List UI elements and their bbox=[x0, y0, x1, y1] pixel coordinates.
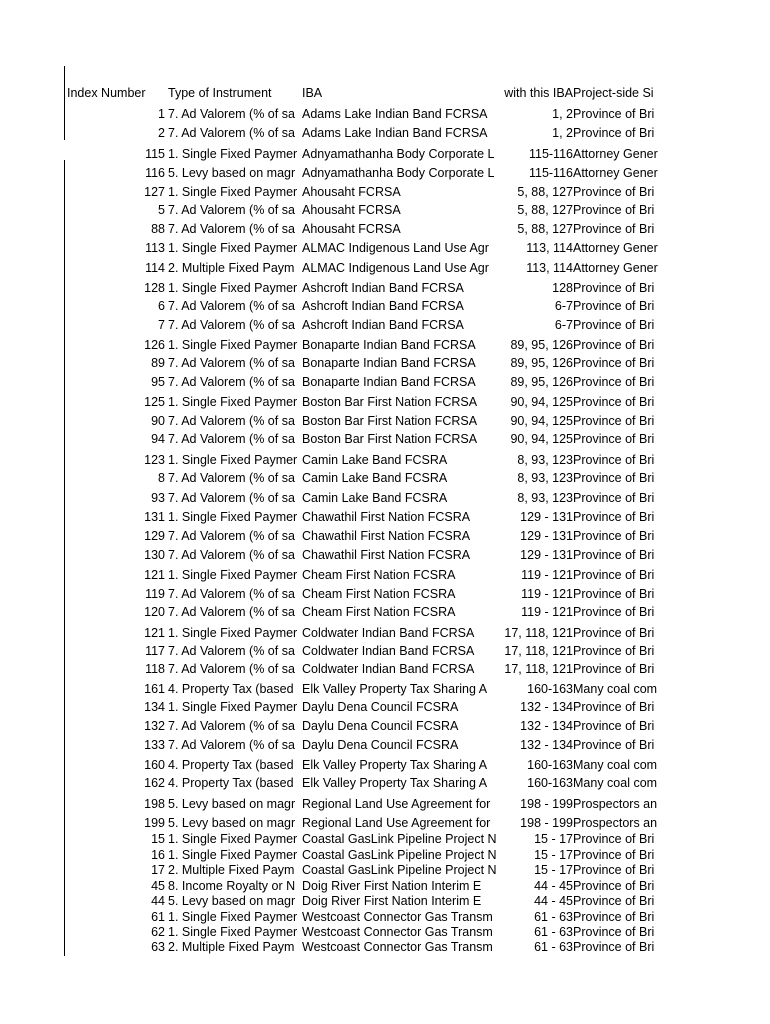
table-row bbox=[0, 910, 770, 924]
row-instrument-type: 7. Ad Valorem (% of sa bbox=[168, 644, 295, 658]
table-row bbox=[0, 863, 770, 877]
row-index: 94 bbox=[151, 432, 165, 446]
table-row bbox=[0, 261, 770, 275]
row-with-this-iba: 15 - 17 bbox=[534, 832, 573, 846]
row-iba-name: Westcoast Connector Gas Transm bbox=[302, 910, 493, 924]
table-row bbox=[0, 738, 770, 752]
row-instrument-type: 7. Ad Valorem (% of sa bbox=[168, 491, 295, 505]
row-project-side: Province of Bri bbox=[573, 848, 655, 862]
row-project-side: Province of Bri bbox=[573, 126, 655, 140]
row-index: 130 bbox=[144, 548, 165, 562]
row-iba-name: Boston Bar First Nation FCRSA bbox=[302, 414, 478, 428]
table-row bbox=[0, 940, 770, 954]
row-iba-name: Ahousaht FCRSA bbox=[302, 222, 401, 236]
row-instrument-type: 7. Ad Valorem (% of sa bbox=[168, 432, 295, 446]
row-index: 134 bbox=[144, 700, 165, 714]
row-instrument-type: 7. Ad Valorem (% of sa bbox=[168, 529, 295, 543]
row-iba-name: Chawathil First Nation FCSRA bbox=[302, 510, 471, 524]
row-instrument-type: 7. Ad Valorem (% of sa bbox=[168, 356, 295, 370]
row-project-side: Province of Bri bbox=[573, 587, 655, 601]
row-instrument-type: 7. Ad Valorem (% of sa bbox=[168, 587, 295, 601]
table-row bbox=[0, 356, 770, 370]
row-with-this-iba: 115-116 bbox=[528, 166, 573, 180]
row-project-side: Prospectors an bbox=[573, 797, 658, 811]
row-with-this-iba: 61 - 63 bbox=[534, 940, 573, 954]
row-instrument-type: 1. Single Fixed Paymer bbox=[168, 395, 298, 409]
row-project-side: Province of Bri bbox=[573, 395, 655, 409]
row-index: 128 bbox=[144, 281, 165, 295]
row-index: 119 bbox=[145, 587, 165, 601]
table-row bbox=[0, 453, 770, 467]
row-instrument-type: 1. Single Fixed Paymer bbox=[168, 241, 298, 255]
row-project-side: Many coal com bbox=[573, 682, 658, 696]
row-index: 8 bbox=[158, 471, 165, 485]
table-row bbox=[0, 299, 770, 313]
row-iba-name: Camin Lake Band FCSRA bbox=[302, 453, 448, 467]
row-with-this-iba: 17, 118, 121 bbox=[504, 626, 573, 640]
row-with-this-iba: 8, 93, 123 bbox=[517, 471, 573, 485]
row-project-side: Province of Bri bbox=[573, 548, 655, 562]
row-iba-name: Bonaparte Indian Band FCRSA bbox=[302, 375, 476, 389]
row-index: 129 bbox=[144, 529, 165, 543]
row-with-this-iba: 5, 88, 127 bbox=[517, 185, 573, 199]
row-with-this-iba: 17, 118, 121 bbox=[504, 662, 573, 676]
row-iba-name: Ahousaht FCRSA bbox=[302, 185, 401, 199]
row-instrument-type: 1. Single Fixed Paymer bbox=[168, 925, 298, 939]
table-row bbox=[0, 491, 770, 505]
row-with-this-iba: 61 - 63 bbox=[534, 910, 573, 924]
row-index: 114 bbox=[145, 261, 165, 275]
row-iba-name: Camin Lake Band FCSRA bbox=[302, 471, 448, 485]
table-row bbox=[0, 166, 770, 180]
row-project-side: Province of Bri bbox=[573, 644, 655, 658]
row-with-this-iba: 160-163 bbox=[527, 758, 573, 772]
row-index: 2 bbox=[158, 126, 165, 140]
table-row bbox=[0, 281, 770, 295]
table-row bbox=[0, 548, 770, 562]
row-instrument-type: 8. Income Royalty or N bbox=[168, 879, 296, 893]
row-with-this-iba: 5, 88, 127 bbox=[517, 222, 573, 236]
table-row bbox=[0, 126, 770, 140]
row-project-side: Province of Bri bbox=[573, 338, 655, 352]
row-with-this-iba: 89, 95, 126 bbox=[510, 338, 573, 352]
table-row bbox=[0, 626, 770, 640]
row-project-side: Province of Bri bbox=[573, 222, 655, 236]
row-iba-name: Coastal GasLink Pipeline Project N bbox=[302, 832, 497, 846]
row-project-side: Province of Bri bbox=[573, 375, 655, 389]
row-iba-name: Daylu Dena Council FCSRA bbox=[302, 700, 459, 714]
row-iba-name: Doig River First Nation Interim E bbox=[302, 894, 482, 908]
row-iba-name: Coldwater Indian Band FCRSA bbox=[302, 644, 475, 658]
row-instrument-type: 1. Single Fixed Paymer bbox=[168, 568, 298, 582]
row-instrument-type: 7. Ad Valorem (% of sa bbox=[168, 719, 295, 733]
row-index: 6 bbox=[158, 299, 165, 313]
row-iba-name: Coastal GasLink Pipeline Project N bbox=[302, 863, 497, 877]
row-with-this-iba: 90, 94, 125 bbox=[510, 414, 573, 428]
row-with-this-iba: 17, 118, 121 bbox=[504, 644, 573, 658]
row-iba-name: Ashcroft Indian Band FCRSA bbox=[302, 281, 464, 295]
row-index: 117 bbox=[145, 644, 165, 658]
row-iba-name: Adams Lake Indian Band FCRSA bbox=[302, 126, 488, 140]
table-row bbox=[0, 848, 770, 862]
row-iba-name: Boston Bar First Nation FCRSA bbox=[302, 395, 478, 409]
table-row bbox=[0, 816, 770, 830]
row-project-side: Province of Bri bbox=[573, 568, 655, 582]
row-with-this-iba: 129 - 131 bbox=[520, 548, 573, 562]
row-with-this-iba: 113, 114 bbox=[526, 261, 573, 275]
row-project-side: Province of Bri bbox=[573, 700, 655, 714]
row-project-side: Province of Bri bbox=[573, 471, 655, 485]
row-instrument-type: 7. Ad Valorem (% of sa bbox=[168, 222, 295, 236]
row-with-this-iba: 8, 93, 123 bbox=[517, 453, 573, 467]
row-index: 121 bbox=[144, 626, 165, 640]
row-with-this-iba: 1, 2 bbox=[552, 126, 573, 140]
row-iba-name: Coldwater Indian Band FCRSA bbox=[302, 626, 475, 640]
row-project-side: Province of Bri bbox=[573, 414, 655, 428]
row-with-this-iba: 113, 114 bbox=[526, 241, 573, 255]
row-project-side: Province of Bri bbox=[573, 626, 655, 640]
row-with-this-iba: 132 - 134 bbox=[520, 700, 573, 714]
row-index: 44 bbox=[151, 894, 165, 908]
table-row bbox=[0, 925, 770, 939]
row-instrument-type: 7. Ad Valorem (% of sa bbox=[168, 107, 295, 121]
row-iba-name: Ashcroft Indian Band FCRSA bbox=[302, 299, 464, 313]
row-index: 17 bbox=[151, 863, 165, 877]
row-with-this-iba: 115-116 bbox=[528, 147, 573, 161]
row-with-this-iba: 129 - 131 bbox=[520, 529, 573, 543]
row-project-side: Attorney Gener bbox=[573, 241, 658, 255]
row-instrument-type: 4. Property Tax (based bbox=[168, 682, 294, 696]
row-instrument-type: 1. Single Fixed Paymer bbox=[168, 626, 298, 640]
row-instrument-type: 7. Ad Valorem (% of sa bbox=[168, 662, 295, 676]
row-project-side: Province of Bri bbox=[573, 738, 655, 752]
row-iba-name: Coastal GasLink Pipeline Project N bbox=[302, 848, 497, 862]
row-iba-name: Chawathil First Nation FCSRA bbox=[302, 548, 471, 562]
row-iba-name: Chawathil First Nation FCSRA bbox=[302, 529, 471, 543]
table-row bbox=[0, 587, 770, 601]
row-project-side: Many coal com bbox=[573, 776, 658, 790]
row-index: 88 bbox=[151, 222, 165, 236]
row-project-side: Province of Bri bbox=[573, 662, 655, 676]
row-with-this-iba: 6-7 bbox=[554, 318, 573, 332]
table-row bbox=[0, 107, 770, 121]
row-instrument-type: 1. Single Fixed Paymer bbox=[168, 185, 298, 199]
row-iba-name: Camin Lake Band FCSRA bbox=[302, 491, 448, 505]
table-row bbox=[0, 832, 770, 846]
row-with-this-iba: 8, 93, 123 bbox=[517, 491, 573, 505]
row-index: 89 bbox=[151, 356, 165, 370]
row-instrument-type: 1. Single Fixed Paymer bbox=[168, 453, 298, 467]
table-row bbox=[0, 529, 770, 543]
row-index: 198 bbox=[144, 797, 165, 811]
table-row bbox=[0, 682, 770, 696]
row-iba-name: Elk Valley Property Tax Sharing A bbox=[302, 776, 488, 790]
table-row bbox=[0, 241, 770, 255]
table-row bbox=[0, 879, 770, 893]
row-iba-name: Doig River First Nation Interim E bbox=[302, 879, 482, 893]
table-row bbox=[0, 894, 770, 908]
row-index: 61 bbox=[151, 910, 165, 924]
row-index: 123 bbox=[144, 453, 165, 467]
row-instrument-type: 1. Single Fixed Paymer bbox=[168, 848, 298, 862]
row-instrument-type: 7. Ad Valorem (% of sa bbox=[168, 126, 295, 140]
table-row bbox=[0, 758, 770, 772]
row-instrument-type: 1. Single Fixed Paymer bbox=[168, 281, 298, 295]
row-iba-name: Ahousaht FCRSA bbox=[302, 203, 401, 217]
row-index: 16 bbox=[151, 848, 165, 862]
row-iba-name: Daylu Dena Council FCSRA bbox=[302, 719, 459, 733]
row-project-side: Province of Bri bbox=[573, 491, 655, 505]
row-with-this-iba: 89, 95, 126 bbox=[510, 356, 573, 370]
row-instrument-type: 7. Ad Valorem (% of sa bbox=[168, 548, 295, 562]
table-row bbox=[0, 776, 770, 790]
row-index: 132 bbox=[144, 719, 165, 733]
row-with-this-iba: 15 - 17 bbox=[534, 848, 573, 862]
row-project-side: Province of Bri bbox=[573, 203, 655, 217]
table-row bbox=[0, 203, 770, 217]
row-project-side: Attorney Gener bbox=[573, 166, 658, 180]
row-iba-name: Boston Bar First Nation FCRSA bbox=[302, 432, 478, 446]
table-row bbox=[0, 414, 770, 428]
row-index: 161 bbox=[144, 682, 165, 696]
row-instrument-type: 7. Ad Valorem (% of sa bbox=[168, 375, 295, 389]
table-row bbox=[0, 510, 770, 524]
row-project-side: Attorney Gener bbox=[573, 147, 658, 161]
row-project-side: Attorney Gener bbox=[573, 261, 658, 275]
row-iba-name: Coldwater Indian Band FCRSA bbox=[302, 662, 475, 676]
row-instrument-type: 5. Levy based on magr bbox=[168, 816, 296, 830]
table-row bbox=[0, 395, 770, 409]
row-instrument-type: 7. Ad Valorem (% of sa bbox=[168, 318, 295, 332]
row-project-side: Province of Bri bbox=[573, 529, 655, 543]
row-project-side: Province of Bri bbox=[573, 925, 655, 939]
row-index: 160 bbox=[144, 758, 165, 772]
row-index: 62 bbox=[151, 925, 165, 939]
row-instrument-type: 7. Ad Valorem (% of sa bbox=[168, 738, 295, 752]
row-with-this-iba: 119 - 121 bbox=[521, 605, 573, 619]
row-with-this-iba: 44 - 45 bbox=[534, 879, 573, 893]
table-row bbox=[0, 318, 770, 332]
table-row bbox=[0, 662, 770, 676]
row-project-side: Province of Bri bbox=[573, 185, 655, 199]
table-row bbox=[0, 700, 770, 714]
row-index: 121 bbox=[144, 568, 165, 582]
table-row bbox=[0, 147, 770, 161]
row-instrument-type: 7. Ad Valorem (% of sa bbox=[168, 605, 295, 619]
row-index: 1 bbox=[158, 107, 165, 121]
row-iba-name: Elk Valley Property Tax Sharing A bbox=[302, 682, 488, 696]
row-index: 63 bbox=[151, 940, 165, 954]
row-iba-name: Regional Land Use Agreement for bbox=[302, 816, 491, 830]
row-iba-name: Elk Valley Property Tax Sharing A bbox=[302, 758, 488, 772]
row-project-side: Province of Bri bbox=[573, 510, 655, 524]
row-project-side: Province of Bri bbox=[573, 894, 655, 908]
row-with-this-iba: 89, 95, 126 bbox=[510, 375, 573, 389]
row-iba-name: Bonaparte Indian Band FCRSA bbox=[302, 356, 476, 370]
header-type-of-instrument: Type of Instrument bbox=[168, 86, 272, 100]
row-iba-name: Westcoast Connector Gas Transm bbox=[302, 925, 493, 939]
row-instrument-type: 2. Multiple Fixed Paym bbox=[168, 940, 295, 954]
table-row bbox=[0, 605, 770, 619]
row-iba-name: Bonaparte Indian Band FCRSA bbox=[302, 338, 476, 352]
row-instrument-type: 4. Property Tax (based bbox=[168, 758, 294, 772]
row-index: 126 bbox=[144, 338, 165, 352]
row-instrument-type: 7. Ad Valorem (% of sa bbox=[168, 414, 295, 428]
row-iba-name: Cheam First Nation FCSRA bbox=[302, 605, 456, 619]
row-with-this-iba: 90, 94, 125 bbox=[510, 395, 573, 409]
row-index: 131 bbox=[144, 510, 165, 524]
row-iba-name: Westcoast Connector Gas Transm bbox=[302, 940, 493, 954]
header-index-number: Index Number bbox=[67, 86, 146, 100]
row-project-side: Province of Bri bbox=[573, 318, 655, 332]
row-index: 113 bbox=[145, 241, 165, 255]
row-with-this-iba: 160-163 bbox=[527, 776, 573, 790]
row-iba-name: ALMAC Indigenous Land Use Agr bbox=[302, 261, 489, 275]
row-instrument-type: 1. Single Fixed Paymer bbox=[168, 338, 298, 352]
row-index: 90 bbox=[151, 414, 165, 428]
row-instrument-type: 1. Single Fixed Paymer bbox=[168, 832, 298, 846]
row-with-this-iba: 15 - 17 bbox=[534, 863, 573, 877]
row-iba-name: Cheam First Nation FCSRA bbox=[302, 587, 456, 601]
table-row bbox=[0, 375, 770, 389]
table-row bbox=[0, 644, 770, 658]
row-index: 162 bbox=[144, 776, 165, 790]
row-index: 120 bbox=[144, 605, 165, 619]
table-row bbox=[0, 338, 770, 352]
table-row bbox=[0, 185, 770, 199]
row-with-this-iba: 6-7 bbox=[554, 299, 573, 313]
row-project-side: Prospectors an bbox=[573, 816, 658, 830]
row-project-side: Province of Bri bbox=[573, 107, 655, 121]
row-instrument-type: 1. Single Fixed Paymer bbox=[168, 147, 298, 161]
row-instrument-type: 4. Property Tax (based bbox=[168, 776, 294, 790]
row-index: 116 bbox=[145, 166, 165, 180]
row-index: 15 bbox=[151, 832, 165, 846]
table-row bbox=[0, 222, 770, 236]
row-index: 118 bbox=[145, 662, 165, 676]
row-project-side: Province of Bri bbox=[573, 432, 655, 446]
row-with-this-iba: 129 - 131 bbox=[520, 510, 573, 524]
row-iba-name: Adnyamathanha Body Corporate L bbox=[302, 147, 495, 161]
row-with-this-iba: 61 - 63 bbox=[534, 925, 573, 939]
table-row bbox=[0, 471, 770, 485]
row-project-side: Province of Bri bbox=[573, 605, 655, 619]
row-project-side: Province of Bri bbox=[573, 910, 655, 924]
header-project-side: Project-side Si bbox=[573, 86, 654, 100]
row-with-this-iba: 5, 88, 127 bbox=[517, 203, 573, 217]
row-project-side: Province of Bri bbox=[573, 299, 655, 313]
row-instrument-type: 2. Multiple Fixed Paym bbox=[168, 863, 295, 877]
row-instrument-type: 1. Single Fixed Paymer bbox=[168, 510, 298, 524]
row-with-this-iba: 119 - 121 bbox=[521, 568, 573, 582]
row-project-side: Province of Bri bbox=[573, 940, 655, 954]
row-with-this-iba: 198 - 199 bbox=[520, 816, 573, 830]
row-with-this-iba: 132 - 134 bbox=[520, 719, 573, 733]
row-iba-name: Adams Lake Indian Band FCRSA bbox=[302, 107, 488, 121]
header-iba: IBA bbox=[302, 86, 323, 100]
table-row bbox=[0, 797, 770, 811]
row-with-this-iba: 198 - 199 bbox=[520, 797, 573, 811]
table-row bbox=[0, 432, 770, 446]
row-project-side: Province of Bri bbox=[573, 356, 655, 370]
row-iba-name: Regional Land Use Agreement for bbox=[302, 797, 491, 811]
row-instrument-type: 5. Levy based on magr bbox=[168, 166, 296, 180]
row-instrument-type: 1. Single Fixed Paymer bbox=[168, 910, 298, 924]
row-iba-name: Ashcroft Indian Band FCRSA bbox=[302, 318, 464, 332]
row-instrument-type: 7. Ad Valorem (% of sa bbox=[168, 203, 295, 217]
row-with-this-iba: 119 - 121 bbox=[521, 587, 573, 601]
row-project-side: Province of Bri bbox=[573, 281, 655, 295]
row-iba-name: Cheam First Nation FCSRA bbox=[302, 568, 456, 582]
row-project-side: Province of Bri bbox=[573, 863, 655, 877]
row-project-side: Province of Bri bbox=[573, 453, 655, 467]
row-project-side: Many coal com bbox=[573, 758, 658, 772]
row-iba-name: Daylu Dena Council FCSRA bbox=[302, 738, 459, 752]
row-index: 45 bbox=[151, 879, 165, 893]
row-index: 7 bbox=[158, 318, 165, 332]
row-instrument-type: 7. Ad Valorem (% of sa bbox=[168, 299, 295, 313]
row-with-this-iba: 128 bbox=[552, 281, 573, 295]
row-iba-name: Adnyamathanha Body Corporate L bbox=[302, 166, 495, 180]
row-index: 133 bbox=[144, 738, 165, 752]
row-index: 93 bbox=[151, 491, 165, 505]
row-with-this-iba: 44 - 45 bbox=[534, 894, 573, 908]
row-with-this-iba: 90, 94, 125 bbox=[510, 432, 573, 446]
row-with-this-iba: 132 - 134 bbox=[520, 738, 573, 752]
row-index: 95 bbox=[151, 375, 165, 389]
row-project-side: Province of Bri bbox=[573, 879, 655, 893]
header-row bbox=[0, 86, 770, 100]
header-with-this-iba: with this IBA bbox=[504, 86, 573, 100]
row-index: 115 bbox=[145, 147, 165, 161]
row-with-this-iba: 160-163 bbox=[527, 682, 573, 696]
table-row bbox=[0, 719, 770, 733]
row-project-side: Province of Bri bbox=[573, 719, 655, 733]
row-index: 125 bbox=[144, 395, 165, 409]
row-index: 127 bbox=[144, 185, 165, 199]
row-instrument-type: 7. Ad Valorem (% of sa bbox=[168, 471, 295, 485]
row-with-this-iba: 1, 2 bbox=[552, 107, 573, 121]
row-index: 199 bbox=[144, 816, 165, 830]
row-project-side: Province of Bri bbox=[573, 832, 655, 846]
row-instrument-type: 5. Levy based on magr bbox=[168, 894, 296, 908]
row-iba-name: ALMAC Indigenous Land Use Agr bbox=[302, 241, 489, 255]
row-instrument-type: 2. Multiple Fixed Paym bbox=[168, 261, 295, 275]
row-index: 5 bbox=[158, 203, 165, 217]
row-instrument-type: 5. Levy based on magr bbox=[168, 797, 296, 811]
row-instrument-type: 1. Single Fixed Paymer bbox=[168, 700, 298, 714]
table-row bbox=[0, 568, 770, 582]
